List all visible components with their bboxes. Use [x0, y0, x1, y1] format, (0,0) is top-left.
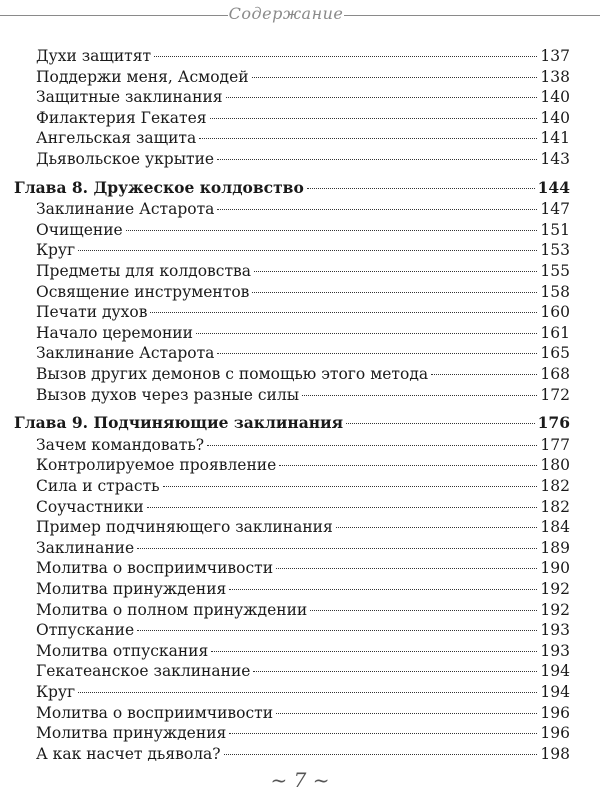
- dot-leader: [147, 507, 538, 508]
- dot-leader: [310, 610, 537, 611]
- header-rule-left: [0, 15, 228, 16]
- toc-entry-title: Молитва отпускания: [36, 641, 209, 660]
- toc-entry[interactable]: [36, 364, 570, 384]
- dot-leader: [253, 671, 537, 672]
- toc-entry-title: Соучастники: [36, 497, 144, 516]
- toc-entry[interactable]: [36, 128, 570, 148]
- toc-entry[interactable]: [36, 343, 570, 363]
- toc-entry-page: 155: [540, 262, 570, 280]
- toc-entry-title: Предметы для колдовства: [36, 262, 252, 280]
- dot-leader: [211, 651, 537, 652]
- toc-entry-title: Освящение инструментов: [36, 282, 250, 301]
- toc-entry[interactable]: [36, 558, 570, 578]
- dot-leader: [78, 250, 537, 251]
- toc-entry-title: Сила и страсть: [36, 477, 160, 495]
- toc-entry[interactable]: [36, 641, 570, 661]
- toc-entry-title: Печати духов: [36, 303, 148, 322]
- toc-entry[interactable]: [36, 149, 570, 169]
- toc-entry-title: Заклинание: [36, 538, 135, 557]
- toc-entry-title: Глава 8. Дружеское колдовство: [14, 177, 304, 197]
- toc-entry-page: 189: [540, 538, 570, 557]
- toc-entry-title: Вызов других демонов с помощью этого метода: [36, 365, 429, 383]
- toc-entry-page: 140: [540, 108, 570, 127]
- toc-entry[interactable]: [36, 476, 570, 496]
- toc-entry-page: 198: [540, 744, 570, 763]
- toc-entry-title: Заклинание Астарота: [36, 200, 215, 219]
- dot-leader: [150, 312, 537, 313]
- toc-entry-page: 144: [537, 177, 570, 197]
- toc-entry-page: 193: [540, 621, 570, 640]
- toc-entry-page: 182: [540, 477, 570, 495]
- toc-entry-title: Молитва принуждения: [36, 580, 227, 598]
- dot-leader: [307, 188, 535, 189]
- toc-entry-page: 190: [540, 559, 570, 578]
- toc-entry[interactable]: [36, 240, 570, 260]
- toc-entry-title: Ангельская защита: [36, 129, 197, 148]
- toc-entry[interactable]: [36, 220, 570, 240]
- toc-entry-page: 160: [540, 303, 570, 322]
- toc-entry-title: Пример подчиняющего заклинания: [36, 518, 333, 537]
- dot-leader: [217, 159, 537, 160]
- toc-entry-title: А как насчет дьявола?: [36, 744, 221, 763]
- dot-leader: [254, 271, 537, 272]
- toc-entry[interactable]: [36, 435, 570, 455]
- toc-entry-page: 137: [540, 47, 570, 65]
- dot-leader: [229, 589, 537, 590]
- toc-entry-title: Молитва о восприимчивости: [36, 559, 274, 578]
- toc-entry-page: 176: [537, 413, 570, 433]
- toc-entry-page: 143: [540, 150, 570, 168]
- page-number: ~ 7 ~: [270, 768, 330, 792]
- toc-entry[interactable]: [36, 682, 570, 702]
- toc-entry-title: Очищение: [36, 220, 123, 239]
- toc-chapter-entry[interactable]: [14, 413, 570, 433]
- toc-entry-title: Начало церемонии: [36, 323, 193, 342]
- running-header: [0, 0, 600, 30]
- toc-entry[interactable]: [36, 517, 570, 537]
- toc-entry-page: 141: [540, 129, 570, 148]
- toc-entry[interactable]: [36, 579, 570, 599]
- dot-leader: [336, 527, 538, 528]
- toc-entry-title: Духи защитят: [36, 47, 152, 65]
- dot-leader: [226, 97, 538, 98]
- dot-leader: [137, 548, 537, 549]
- toc-entry-page: 193: [540, 641, 570, 660]
- toc-entry-page: 177: [540, 435, 570, 454]
- toc-entry[interactable]: [36, 199, 570, 219]
- dot-leader: [78, 692, 537, 693]
- dot-leader: [302, 395, 537, 396]
- dot-leader: [154, 56, 537, 57]
- dot-leader: [217, 209, 537, 210]
- toc-entry[interactable]: [36, 87, 570, 107]
- toc-entry-title: Молитва принуждения: [36, 724, 227, 743]
- dot-leader: [217, 353, 537, 354]
- dot-leader: [252, 292, 537, 293]
- header-title: Содержание: [228, 4, 344, 23]
- toc-entry-page: 147: [540, 200, 570, 219]
- toc-entry[interactable]: [36, 67, 570, 87]
- toc-chapter-entry[interactable]: [14, 178, 570, 198]
- toc-entry-title: Молитва о полном принуждении: [36, 600, 308, 619]
- toc-entry[interactable]: [36, 538, 570, 558]
- dot-leader: [346, 423, 535, 424]
- toc-entry-page: 192: [540, 600, 570, 619]
- dot-leader: [210, 118, 538, 119]
- toc-entry-title: Защитные заклинания: [36, 88, 223, 107]
- toc-entry-title: Поддержи меня, Асмодей: [36, 67, 249, 86]
- toc-entry[interactable]: [36, 302, 570, 322]
- toc-entry-title: Вызов духов через разные силы: [36, 385, 300, 404]
- toc-entry[interactable]: [36, 600, 570, 620]
- toc-entry-page: 165: [540, 344, 570, 363]
- toc-entry[interactable]: [36, 744, 570, 764]
- toc-entry-title: Круг: [36, 683, 76, 701]
- toc-entry[interactable]: [36, 661, 570, 681]
- toc-entry[interactable]: [36, 497, 570, 517]
- toc-entry[interactable]: [36, 261, 570, 281]
- dot-leader: [224, 754, 538, 755]
- toc-entry[interactable]: [36, 282, 570, 302]
- toc-entry-title: Молитва о восприимчивости: [36, 703, 274, 722]
- dot-leader: [126, 230, 538, 231]
- dot-leader: [199, 138, 537, 139]
- toc-entry-page: 172: [540, 385, 570, 404]
- toc-entry-page: 180: [540, 456, 570, 475]
- toc-entry-page: 161: [540, 323, 570, 342]
- dot-leader: [137, 630, 537, 631]
- dot-leader: [279, 465, 537, 466]
- toc-entry-page: 168: [540, 365, 570, 383]
- dot-leader: [431, 374, 537, 375]
- toc-entry[interactable]: [36, 108, 570, 128]
- toc-entry[interactable]: [36, 46, 570, 66]
- toc-entry-title: Заклинание Астарота: [36, 344, 215, 363]
- dot-leader: [196, 333, 537, 334]
- toc-entry-page: 140: [540, 88, 570, 107]
- toc-entry-title: Отпускание: [36, 621, 135, 640]
- dot-leader: [229, 733, 537, 734]
- dot-leader: [207, 445, 537, 446]
- toc-entry-title: Глава 9. Подчиняющие заклинания: [14, 413, 344, 433]
- toc-entry[interactable]: [36, 703, 570, 723]
- toc-entry-title: Гекатеанское заклинание: [36, 662, 251, 681]
- toc-entry-page: 192: [540, 580, 570, 598]
- toc-entry-page: 184: [540, 518, 570, 537]
- dot-leader: [163, 486, 538, 487]
- toc-entry-page: 151: [540, 220, 570, 239]
- dot-leader: [252, 77, 538, 78]
- toc-entry-title: Зачем командовать?: [36, 435, 205, 454]
- toc-entry-title: Круг: [36, 241, 76, 260]
- toc-entry-page: 158: [540, 282, 570, 301]
- toc-entry-page: 182: [540, 497, 570, 516]
- toc-entry-title: Дьявольское укрытие: [36, 150, 215, 168]
- toc-entry[interactable]: [36, 455, 570, 475]
- toc-entry-page: 194: [540, 662, 570, 681]
- toc-entry-page: 194: [540, 683, 570, 701]
- toc-entry-title: Филактерия Гекатея: [36, 108, 207, 127]
- toc-entry[interactable]: [36, 385, 570, 405]
- toc-entry-title: Контролируемое проявление: [36, 456, 277, 475]
- toc-entry-page: 196: [540, 724, 570, 743]
- header-rule-right: [344, 15, 600, 16]
- toc-entry-page: 153: [540, 241, 570, 260]
- toc-entry-page: 138: [540, 67, 570, 86]
- toc-entry[interactable]: [36, 723, 570, 743]
- toc-entry[interactable]: [36, 323, 570, 343]
- toc-entry[interactable]: [36, 620, 570, 640]
- dot-leader: [276, 713, 537, 714]
- dot-leader: [276, 568, 537, 569]
- toc-entry-page: 196: [540, 703, 570, 722]
